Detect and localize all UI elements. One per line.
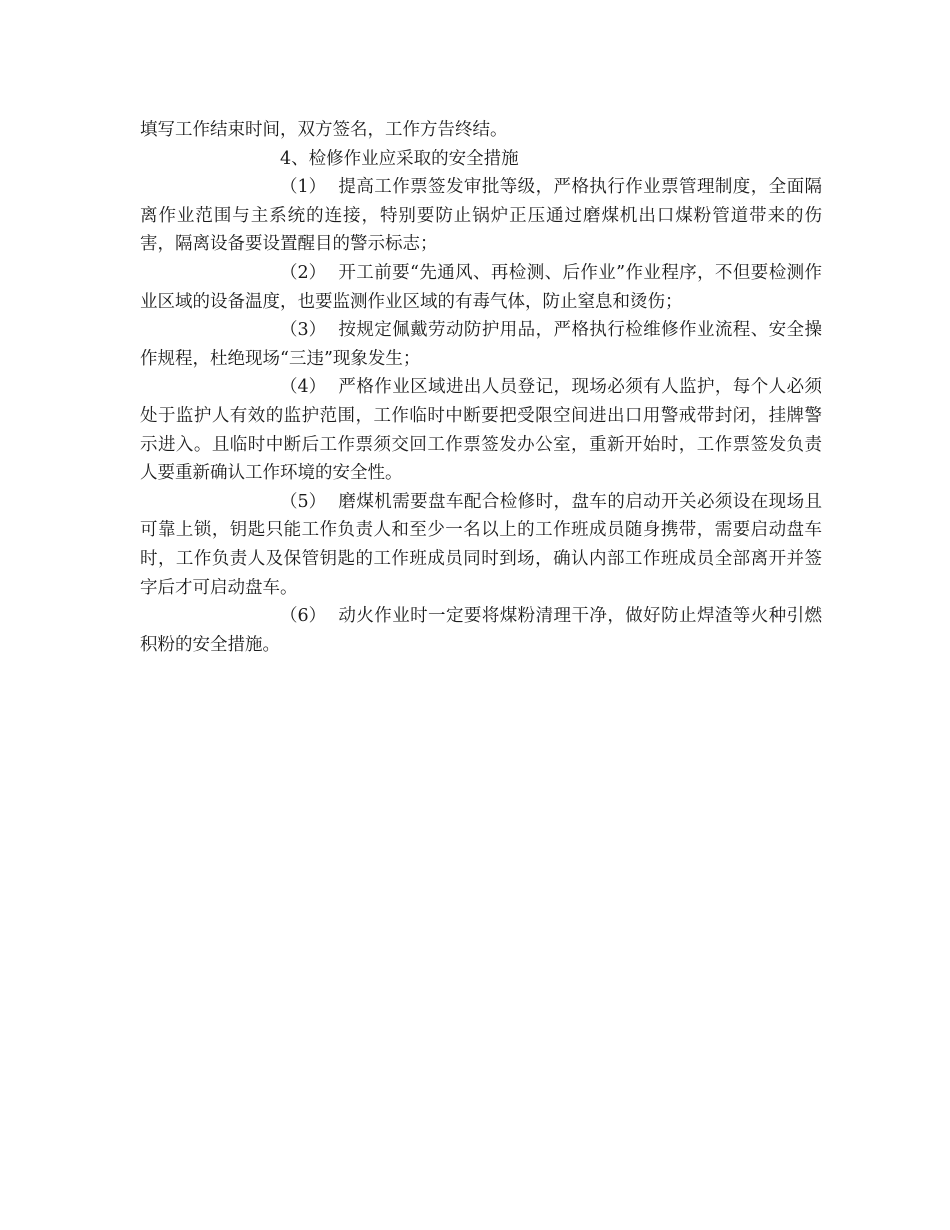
item-text: 严格作业区域进出人员登记，现场必须有人监护，每个人必须处于监护人有效的监护范围，工作临时中断要把受限空间进出口用警戒带封闭，挂牌警示进入。且临时中断后工作票须交回工作票签发办公室，重新开始时，工作票签发负责人要重新确认工作环境的安全性。 — [140, 377, 822, 484]
item-number: （3） — [280, 320, 327, 341]
document-body — [140, 116, 822, 659]
item-text: 动火作业时一定要将煤粉清理干净，做好防止焊渣等火种引燃积粉的安全措施。 — [140, 606, 822, 655]
item-number: （6） — [280, 606, 327, 627]
item-number: （4） — [280, 377, 327, 398]
item-number: （5） — [280, 491, 327, 512]
list-item — [140, 602, 822, 659]
item-text: 开工前要“先通风、再检测、后作业”作业程序，不但要检测作业区域的设备温度，也要监测作业区域的有毒气体，防止窒息和烫伤； — [140, 262, 822, 312]
section-heading: 4、检修作业应采取的安全措施 — [280, 148, 519, 169]
list-item — [140, 373, 822, 487]
item-number: （1） — [280, 177, 327, 198]
list-item — [140, 173, 822, 259]
list-item — [140, 259, 822, 316]
list-item — [140, 316, 822, 373]
item-text: 提高工作票签发审批等级，严格执行作业票管理制度，全面隔离作业范围与主系统的连接，特别要防止锅炉正压通过磨煤机出口煤粉管道带来的伤害，隔离设备要设置醒目的警示标志； — [140, 177, 822, 255]
item-number: （2） — [280, 262, 327, 283]
list-item — [140, 488, 822, 602]
item-text: 按规定佩戴劳动防护用品，严格执行检维修作业流程、安全操作规程，杜绝现场“三违”现象发生； — [140, 320, 822, 369]
item-text: 磨煤机需要盘车配合检修时，盘车的启动开关必须设在现场且可靠上锁，钥匙只能工作负责人和至少一名以上的工作班成员随身携带，需要启动盘车时，工作负责人及保管钥匙的工作班成员同时到场，确认内部工作班成员全部离开并签字后才可启动盘车。 — [140, 491, 822, 598]
lead-line: 填写工作结束时间，双方签名，工作方告终结。 — [140, 120, 508, 140]
